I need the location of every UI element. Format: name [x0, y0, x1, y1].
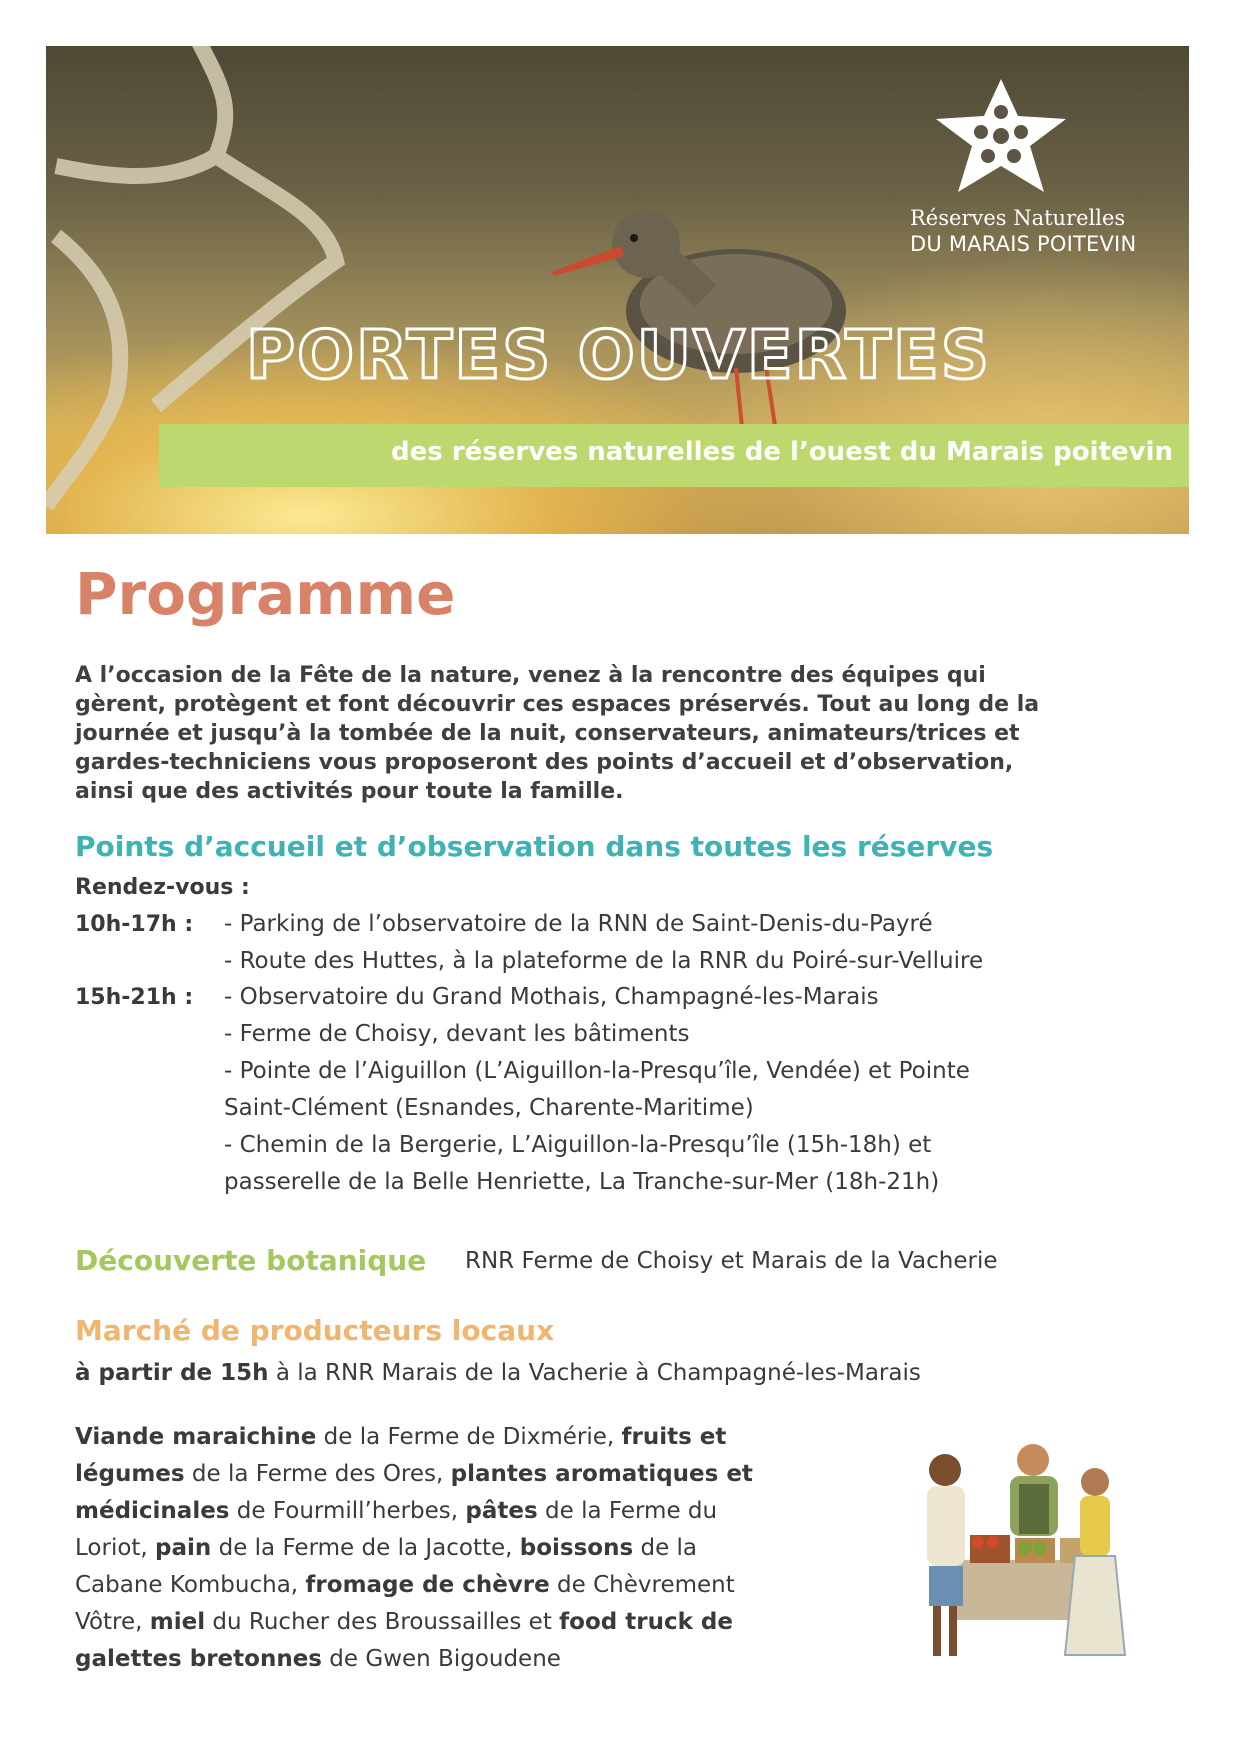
producer-item-bold: food truck de: [559, 1609, 733, 1635]
producer-item-bold: plantes aromatiques et: [450, 1461, 753, 1487]
producer-item-text: de la Ferme de Dixmérie,: [316, 1424, 622, 1450]
producer-item-text: de la Ferme du: [537, 1498, 718, 1524]
header-banner: [46, 46, 1189, 534]
botanique-heading: Découverte botanique: [75, 1244, 427, 1277]
producers-list: [75, 1419, 895, 1678]
producer-item-text: Loriot,: [75, 1535, 156, 1561]
producer-item-text: de la: [633, 1535, 698, 1561]
producer-item-bold: galettes bretonnes: [75, 1646, 322, 1672]
banner-subtitle-band: [159, 424, 1189, 487]
producer-line: [75, 1604, 895, 1641]
producer-item-text: Cabane Kombucha,: [75, 1572, 306, 1598]
slot2-location: - Pointe de l’Aiguillon (L’Aiguillon-la-Presqu’île, Vendée) et Pointe: [224, 1058, 970, 1084]
banner-subtitle: des réserves naturelles de l’ouest du Marais poitevin: [391, 437, 1173, 467]
slot2-location: Saint-Clément (Esnandes, Charente-Maritime): [224, 1095, 754, 1121]
producer-item-text: de Fourmill’herbes,: [229, 1498, 466, 1524]
logo-line-1: Réserves Naturelles: [910, 206, 1126, 230]
points-heading: Points d’accueil et d’observation dans toutes les réserves: [75, 830, 994, 863]
slot1-location: - Parking de l’observatoire de la RNN de Saint-Denis-du-Payré: [224, 911, 933, 937]
producer-item-bold: pâtes: [465, 1498, 538, 1524]
market-stall-illustration: [915, 1440, 1135, 1670]
producer-item-bold: légumes: [75, 1461, 185, 1487]
programme-heading: Programme: [75, 560, 456, 628]
producer-item-text: de Chèvrement: [549, 1572, 735, 1598]
intro-line: ainsi que des activités pour toute la famille.: [75, 779, 624, 804]
star-logo-icon: [926, 74, 1076, 199]
producer-line: [75, 1530, 895, 1567]
producer-item-bold: fromage de chèvre: [305, 1572, 550, 1598]
slot2-location: - Ferme de Choisy, devant les bâtiments: [224, 1021, 690, 1047]
intro-line: gèrent, protègent et font découvrir ces espaces préservés. Tout au long de la: [75, 692, 1040, 717]
intro-line: journée et jusqu’à la tombée de la nuit, conservateurs, animateurs/trices et: [75, 721, 1020, 746]
producer-item-bold: boissons: [519, 1535, 634, 1561]
brand-logo: [868, 74, 1168, 256]
banner-title: PORTES OUVERTES: [246, 316, 991, 394]
rendezvous-label: Rendez-vous :: [75, 875, 250, 900]
logo-line-2: DU MARAIS POITEVIN: [910, 232, 1137, 256]
producer-line: [75, 1567, 895, 1604]
intro-line: gardes-techniciens vous proposeront des points d’accueil et d’observation,: [75, 750, 1014, 775]
slot2-location: - Chemin de la Bergerie, L’Aiguillon-la-Presqu’île (15h-18h) et: [224, 1132, 932, 1158]
producer-item-text: de la Ferme des Ores,: [184, 1461, 451, 1487]
producer-line: [75, 1419, 895, 1456]
intro-paragraph: [75, 661, 1185, 806]
producer-item-bold: miel: [149, 1609, 206, 1635]
producer-item-bold: pain: [155, 1535, 212, 1561]
marche-when: à partir de 15h: [75, 1360, 269, 1386]
producer-line: [75, 1493, 895, 1530]
intro-line: A l’occasion de la Fête de la nature, venez à la rencontre des équipes qui: [75, 663, 986, 688]
producer-item-bold: médicinales: [75, 1498, 230, 1524]
producer-item-bold: Viande maraichine: [75, 1424, 317, 1450]
slot2-location: passerelle de la Belle Henriette, La Tranche-sur-Mer (18h-21h): [224, 1169, 940, 1195]
marche-when-where: [75, 1360, 921, 1386]
slot1-time: 10h-17h :: [75, 912, 194, 937]
slot2-location: - Observatoire du Grand Mothais, Champagné-les-Marais: [224, 984, 879, 1010]
producer-item-bold: fruits et: [621, 1424, 727, 1450]
producer-line: [75, 1456, 895, 1493]
producer-line: [75, 1641, 895, 1678]
producer-item-text: Vôtre,: [75, 1609, 150, 1635]
botanique-place: RNR Ferme de Choisy et Marais de la Vacherie: [465, 1248, 998, 1274]
producer-item-text: de Gwen Bigoudene: [322, 1646, 561, 1672]
marche-where: à la RNR Marais de la Vacherie à Champagné-les-Marais: [268, 1360, 921, 1386]
producer-item-text: de la Ferme de la Jacotte,: [211, 1535, 520, 1561]
slot1-location: - Route des Huttes, à la plateforme de la RNR du Poiré-sur-Velluire: [224, 948, 984, 974]
marche-heading: Marché de producteurs locaux: [75, 1314, 555, 1347]
slot2-time: 15h-21h :: [75, 985, 194, 1010]
producer-item-text: du Rucher des Broussailles et: [205, 1609, 560, 1635]
